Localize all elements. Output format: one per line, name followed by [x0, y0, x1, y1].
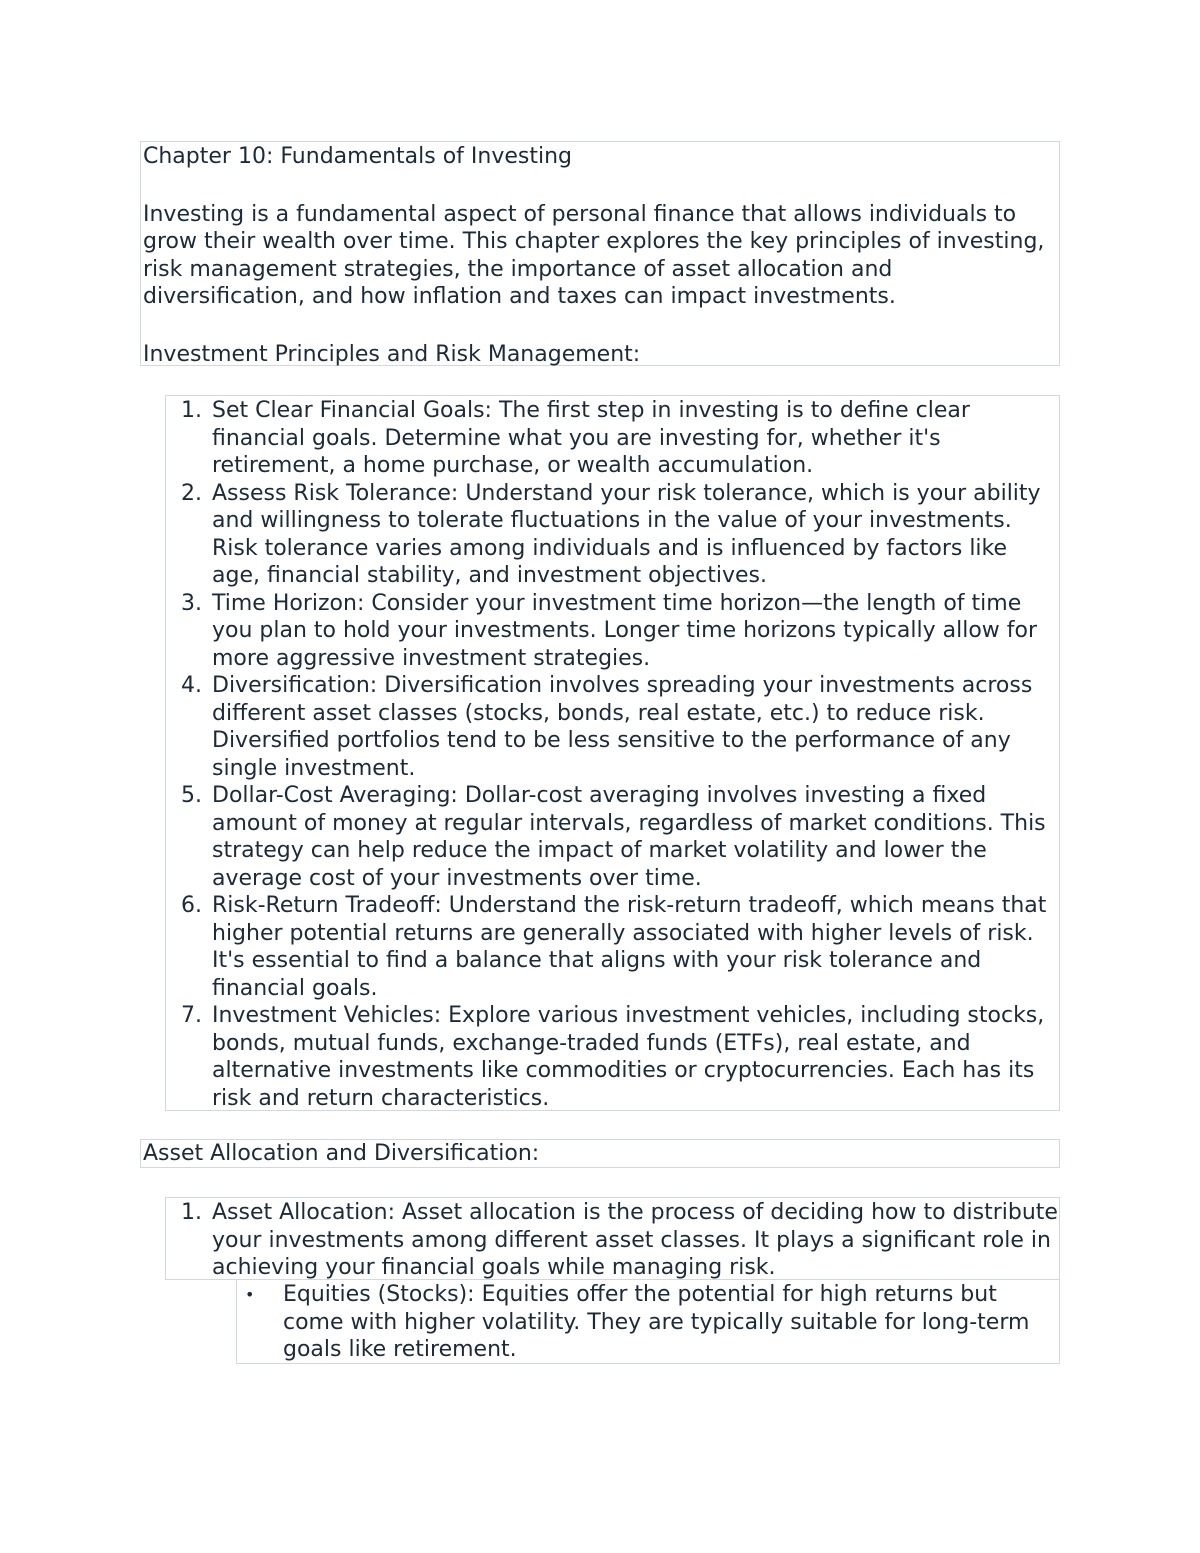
- list-item-text: Asset Allocation: Asset allocation is the process of deciding how to distribute your investments among different asset classes. It plays a significant role in achieving your financial goals while managing risk.: [212, 1200, 1058, 1280]
- intro-paragraph: Investing is a fundamental aspect of personal finance that allows individuals to grow their wealth over time. This chapter explores the key principles of investing, risk management strategies, the importance of asset allocation and diversification, and how inflation and taxes can impact investments.: [143, 201, 1045, 309]
- list-number: 5.: [181, 783, 202, 808]
- principles-list: [166, 397, 1059, 1112]
- list-item: [166, 397, 1059, 480]
- section-heading-principles: Investment Principles and Risk Management:: [143, 341, 641, 367]
- list-number: 6.: [181, 893, 202, 918]
- equities-list-section: [236, 1279, 1060, 1364]
- list-item: [166, 1002, 1059, 1112]
- intro-section: [140, 141, 1060, 366]
- list-item-text: Time Horizon: Consider your investment time horizon—the length of time you plan to hold your investments. Longer time horizons typically allow for more aggressive investment strategies.: [212, 590, 1038, 671]
- list-item-text: Investment Vehicles: Explore various investment vehicles, including stocks, bonds, mutual funds, exchange-traded funds (ETFs), real estate, and alternative investments like commodities or cryptocurrencies. Each has its risk and return characteristics.: [212, 1003, 1045, 1111]
- list-item-text: Dollar-Cost Averaging: Dollar-cost averaging involves investing a fixed amount of money at regular intervals, regardless of market conditions. This strategy can help reduce the impact of market volatility and lower the average cost of your investments over time.: [212, 783, 1046, 891]
- spacer: [143, 171, 1059, 201]
- list-item: [166, 782, 1059, 892]
- spacer: [143, 311, 1059, 341]
- list-number: 2.: [181, 480, 202, 506]
- list-item: [166, 672, 1059, 782]
- list-number: 3.: [181, 590, 202, 616]
- list-item-text: Set Clear Financial Goals: The first step in investing is to define clear financial goals. Determine what you are investing for, whether it's retirement, a home purchase, or wealth accumulation.: [212, 398, 970, 478]
- allocation-list-section: [165, 1197, 1060, 1280]
- list-number: 4.: [181, 673, 202, 698]
- list-number: 7.: [181, 1003, 202, 1028]
- list-item-text: Risk-Return Tradeoff: Understand the risk-return tradeoff, which means that higher potential returns are generally associated with higher levels of risk. It's essential to find a balance that aligns with your risk tolerance and financial goals.: [212, 893, 1047, 1001]
- equities-list: [237, 1281, 1059, 1364]
- list-number: 1.: [181, 398, 202, 423]
- asset-allocation-heading-section: [140, 1139, 1060, 1168]
- list-number: 1.: [181, 1200, 202, 1225]
- principles-list-section: [165, 395, 1060, 1111]
- list-item-text: Diversification: Diversification involves spreading your investments across different asset classes (stocks, bonds, real estate, etc.) to reduce risk. Diversified portfolios tend to be less sensitive to the performance of any single investment.: [212, 673, 1033, 781]
- allocation-list: [166, 1199, 1059, 1282]
- list-item: [166, 1199, 1059, 1282]
- chapter-title: Chapter 10: Fundamentals of Investing: [143, 144, 573, 169]
- list-item-text: Assess Risk Tolerance: Understand your risk tolerance, which is your ability and willingness to tolerate fluctuations in the value of your investments. Risk tolerance varies among individuals and is influenced by factors like age, financial stability, and investment objectives.: [212, 480, 1041, 588]
- list-item: [166, 590, 1059, 673]
- bullet-item: [237, 1281, 1059, 1364]
- bullet-icon: •: [245, 1285, 255, 1304]
- bullet-item-text: Equities (Stocks): Equities offer the potential for high returns but come with higher volatility. They are typically suitable for long-term goals like retirement.: [283, 1282, 1030, 1362]
- list-item: [166, 480, 1059, 590]
- list-item: [166, 892, 1059, 1002]
- section-heading-asset-allocation: Asset Allocation and Diversification:: [143, 1141, 540, 1166]
